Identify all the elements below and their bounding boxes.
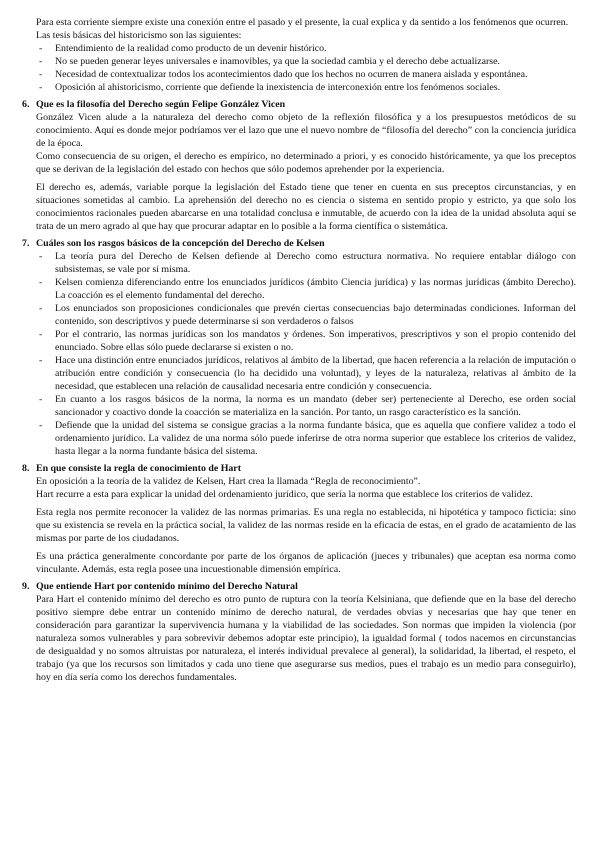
- section-number: 8.: [22, 463, 30, 474]
- section-title: Que es la filosofía del Derecho según Felipe González Vicen: [36, 99, 286, 110]
- list-item: - Por el contrario, las normas jurídicas son los mandatos y órdenes. Son imperativos, prescriptivos y son el propio contenido del enunciado. Sobre ellas sólo puede declararse si existen o no.: [36, 328, 576, 354]
- list-item: - Kelsen comienza diferenciando entre los enunciados jurídicos (ámbito Ciencia jurídica) y las normas jurídicas (ámbito Derecho). La coacción es el elemento fundamental del derecho.: [36, 276, 576, 302]
- paragraph: Hart recurre a esta para explicar la unidad del ordenamiento jurídico, que sería la norma que establece los criterios de validez.: [36, 489, 533, 500]
- paragraph: Como consecuencia de su origen, el derecho es empírico, no determinado a priori, y es conocido históricamente, ya que los preceptos que se derivan de la legislación del estado con hechos que sólo podemos aprehender por la experiencia.: [36, 151, 576, 175]
- intro-thesis-lead: Las tesis básicas del historicismo son las siguientes:: [36, 30, 242, 41]
- paragraph: González Vicen alude a la naturaleza del derecho como objeto de la reflexión filosófica y a los presupuestos metódicos de su conocimiento. Aquí es donde mejor podríamos ver el lazo que une el nuevo nombre de “filosofía del derecho” con la conciencia jurídica de la época.: [36, 112, 576, 149]
- section-heading: [22, 462, 576, 475]
- section-number: 7.: [22, 238, 30, 249]
- intro-paragraph: Para esta corriente siempre existe una conexión entre el pasado y el presente, la cual explica y da sentido a los fenómenos que ocurren.: [36, 17, 569, 28]
- kelsen-list: [36, 250, 576, 458]
- section-heading: [22, 237, 576, 250]
- paragraph: En oposición a la teoría de la validez de Kelsen, Hart crea la llamada “Regla de reconocimiento”.: [36, 476, 421, 487]
- list-item: - En cuanto a los rasgos básicos de la norma, la norma es un mandato (deber ser) perteneciente al Derecho, ese orden social sancionador y coactivo donde la coacción se materializa en la sanción. Por tanto, un rasgo característico es la sanción.: [36, 393, 576, 419]
- list-item: - No se pueden generar leyes universales e inamovibles, ya que la sociedad cambia y el derecho debe actualizarse.: [36, 55, 576, 68]
- paragraph: Esta regla nos permite reconocer la validez de las normas primarias. Es una regla no establecida, ni hipotética y tampoco ficticia: sino que su existencia se revela en la práctica social, la validez de las normas reside en la eficacia de estas, en el grado de acatamiento de las mismas por parte de los ciudadanos.: [36, 507, 576, 544]
- paragraph: El derecho es, además, variable porque la legislación del Estado tiene que tener en cuenta en sus preceptos circunstancias, y en situaciones sometidas al cambio. La aprehensión del derecho no es ciencia o sistema en sentido propio y estricto, ya que solo los conocimientos racionales pueden abarcarse en una totalidad conclusa e inmutable, de acuerdo con la idea de la unidad absoluta aquí se trata de un mero agrado al que hay que procurar adaptar en lo posible a la forma científica o sistemática.: [36, 182, 576, 232]
- section-title: Cuáles son los rasgos básicos de la concepción del Derecho de Kelsen: [36, 238, 325, 249]
- section-7: [22, 237, 576, 458]
- list-item: - Entendimiento de la realidad como producto de un devenir histórico.: [36, 42, 576, 55]
- list-item: - La teoría pura del Derecho de Kelsen defiende al Derecho como estructura normativa. No requiere entablar diálogo con subsistemas, se vale por sí misma.: [36, 250, 576, 276]
- paragraph: Para Hart el contenido mínimo del derecho es otro punto de ruptura con la teoría Kelsiniana, que defiende que en la base del derecho positivo siempre debe entrar un contenido mínimo de derecho natural, de verdades obvias y necesarias que hay que tener en consideración para garantizar la supervivencia humana y la viabilidad de las sociedades. Son normas que impiden la violencia (por naturaleza somos vulnerables y para sobrevivir debemos adoptar este principio), la igualdad formal ( todos nacemos en circunstancias de desigualdad y no somos altruistas por naturaleza, el interés individual prevalece al general), la solidaridad, la libertad, el respeto, el trabajo (ya que los recursos son limitados y cada uno tiene que asegurarse sus medios, pues el trabajo es un medio para conseguirlo), hoy en día sería como los derechos fundamentales.: [36, 594, 576, 683]
- list-item: - Necesidad de contextualizar todos los acontecimientos dado que los hechos no ocurren de manera aislada y espontánea.: [36, 68, 576, 81]
- section-6: [22, 98, 576, 233]
- list-item: - Oposición al ahistoricismo, corriente que defiende la inexistencia de interconexión entre los fenómenos sociales.: [36, 81, 576, 94]
- section-heading: [22, 580, 576, 593]
- section-9: [22, 580, 576, 684]
- section-number: 6.: [22, 99, 30, 110]
- paragraph: Es una práctica generalmente concordante por parte de los órganos de aplicación (jueces y tribunales) que aceptan esa norma como vinculante. Además, esta regla posee una incuestionable dimensión empírica.: [36, 551, 576, 575]
- intro-section: [36, 16, 576, 94]
- section-heading: [22, 98, 576, 111]
- list-item: - Hace una distinción entre enunciados jurídicos, relativos al ámbito de la libertad, que hacen referencia a la relación de imputación o atribución entre condición y consecuencia (lo ha decidido una voluntad), y leyes de la naturaleza, relativas al ámbito de la necesidad, que establecen una relación de causalidad necesaria entre condición y consecuencia.: [36, 354, 576, 393]
- section-number: 9.: [22, 581, 30, 592]
- section-8: [22, 462, 576, 576]
- historicism-list: [36, 42, 576, 94]
- list-item: - Defiende que la unidad del sistema se consigue gracias a la norma fundante básica, que es aquella que confiere validez a todo el ordenamiento jurídico. La validez de una norma sólo puede inferirse de otra norma superior que establece los criterios de validez, hasta llegar a la norma fundante básica del sistema.: [36, 419, 576, 458]
- list-item: - Los enunciados son proposiciones condicionales que prevén ciertas consecuencias bajo determinadas condiciones. Informan del contenido, son descriptivos y puede determinarse si son verdaderos o falsos: [36, 302, 576, 328]
- section-title: En que consiste la regla de conocimiento de Hart: [36, 463, 241, 474]
- section-title: Que entiende Hart por contenido mínimo del Derecho Natural: [36, 581, 298, 592]
